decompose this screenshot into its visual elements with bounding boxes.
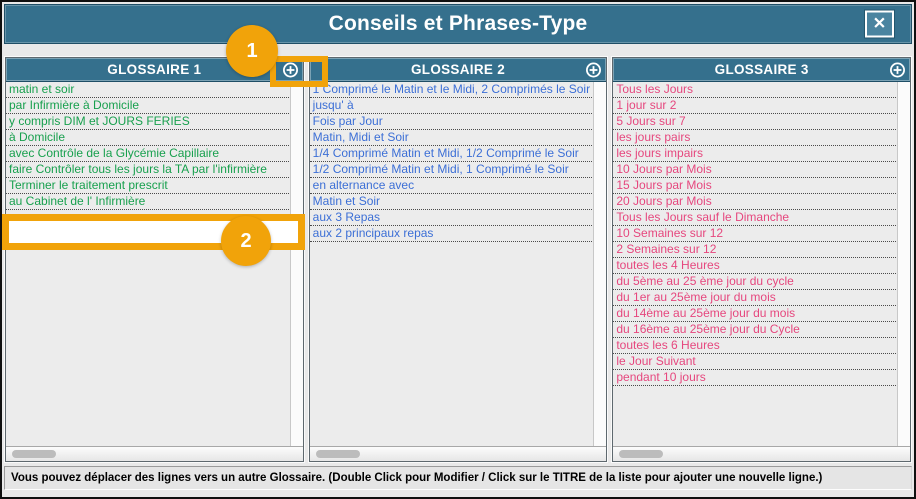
list-item[interactable]: avec Contrôle de la Glycémie Capillaire — [6, 146, 289, 162]
annotation-step-1-label: 1 — [246, 39, 258, 62]
glossary-1-title: GLOSSAIRE 1 — [107, 62, 202, 77]
list-item[interactable]: Tous les Jours — [613, 82, 896, 98]
list-item[interactable]: du 14ème au 25ème jour du mois — [613, 306, 896, 322]
scrollbar-thumb[interactable] — [12, 450, 56, 458]
glossary-panels — [4, 57, 912, 462]
list-item[interactable]: toutes les 6 Heures — [613, 338, 896, 354]
list-item[interactable]: aux 2 principaux repas — [310, 226, 593, 242]
glossary-1-list — [6, 82, 303, 446]
list-item[interactable]: 1 Comprimé le Matin et le Midi, 2 Comprimés le Soir — [310, 82, 593, 98]
list-item[interactable]: le Jour Suivant — [613, 354, 896, 370]
annotation-step-1-badge — [226, 25, 278, 77]
list-item[interactable]: par Infirmière à Domicile — [6, 98, 289, 114]
list-item[interactable]: les jours pairs — [613, 130, 896, 146]
list-item[interactable]: Tous les Jours sauf le Dimanche — [613, 210, 896, 226]
glossary-3-list — [613, 82, 910, 446]
list-item[interactable]: 1 jour sur 2 — [613, 98, 896, 114]
vertical-scrollbar[interactable] — [593, 82, 606, 446]
annotation-highlight-add-button — [270, 56, 328, 87]
glossary-panel-2 — [309, 57, 608, 462]
list-item[interactable]: du 5ème au 25 ème jour du cycle — [613, 274, 896, 290]
horizontal-scrollbar[interactable] — [310, 446, 607, 461]
list-item[interactable]: matin et soir — [6, 82, 289, 98]
list-item[interactable]: 5 Jours sur 7 — [613, 114, 896, 130]
scrollbar-thumb[interactable] — [316, 450, 360, 458]
status-bar — [4, 466, 912, 490]
list-item[interactable]: Matin et Soir — [310, 194, 593, 210]
glossary-panel-3 — [612, 57, 911, 462]
titlebar — [4, 4, 912, 44]
list-item[interactable]: 2 Semaines sur 12 — [613, 242, 896, 258]
glossary-3-title-bar[interactable] — [613, 58, 910, 82]
list-item[interactable]: 15 Jours par Mois — [613, 178, 896, 194]
list-item[interactable]: 1/4 Comprimé Matin et Midi, 1/2 Comprimé le Soir — [310, 146, 593, 162]
horizontal-scrollbar[interactable] — [6, 446, 303, 461]
list-item[interactable]: faire Contrôler tous les jours la TA par l'infirmière — [6, 162, 289, 178]
vertical-scrollbar[interactable] — [897, 82, 910, 446]
status-text: Vous pouvez déplacer des lignes vers un autre Glossaire. (Double Click pour Modifier / Click sur le TITRE de la liste pour ajouter une nouvelle ligne.) — [11, 472, 823, 484]
close-button[interactable] — [865, 11, 894, 38]
list-item[interactable]: Fois par Jour — [310, 114, 593, 130]
list-item[interactable]: Terminer le traitement prescrit — [6, 178, 289, 194]
annotation-step-2-label: 2 — [240, 229, 252, 252]
list-item[interactable]: 10 Jours par Mois — [613, 162, 896, 178]
glossary-2-list — [310, 82, 607, 446]
list-item[interactable]: 1/2 Comprimé Matin et Midi, 1 Comprimé le Soir — [310, 162, 593, 178]
close-icon: ✕ — [872, 15, 887, 32]
list-item[interactable]: Matin, Midi et Soir — [310, 130, 593, 146]
vertical-scrollbar[interactable] — [290, 82, 303, 446]
dialog-title: Conseils et Phrases-Type — [328, 12, 588, 35]
list-item[interactable]: en alternance avec — [310, 178, 593, 194]
list-item[interactable]: 10 Semaines sur 12 — [613, 226, 896, 242]
list-item[interactable]: les jours impairs — [613, 146, 896, 162]
list-item[interactable]: du 16ème au 25ème jour du Cycle — [613, 322, 896, 338]
scrollbar-thumb[interactable] — [619, 450, 663, 458]
list-item[interactable]: 20 Jours par Mois — [613, 194, 896, 210]
horizontal-scrollbar[interactable] — [613, 446, 910, 461]
list-item[interactable]: jusqu' à — [310, 98, 593, 114]
annotation-step-2-badge — [221, 216, 271, 266]
add-line-icon[interactable] — [889, 61, 906, 78]
add-line-icon[interactable] — [585, 61, 602, 78]
glossary-3-title: GLOSSAIRE 3 — [714, 62, 809, 77]
list-item[interactable]: toutes les 4 Heures — [613, 258, 896, 274]
list-item[interactable]: au Cabinet de l' Infirmière — [6, 194, 289, 210]
glossary-2-title: GLOSSAIRE 2 — [410, 62, 506, 77]
list-item[interactable]: du 1er au 25ème jour du mois — [613, 290, 896, 306]
list-item[interactable]: y compris DIM et JOURS FERIES — [6, 114, 289, 130]
list-item[interactable]: aux 3 Repas — [310, 210, 593, 226]
list-item[interactable]: pendant 10 jours — [613, 370, 896, 386]
glossary-2-title-bar[interactable] — [310, 58, 607, 82]
list-item[interactable]: à Domicile — [6, 130, 289, 146]
